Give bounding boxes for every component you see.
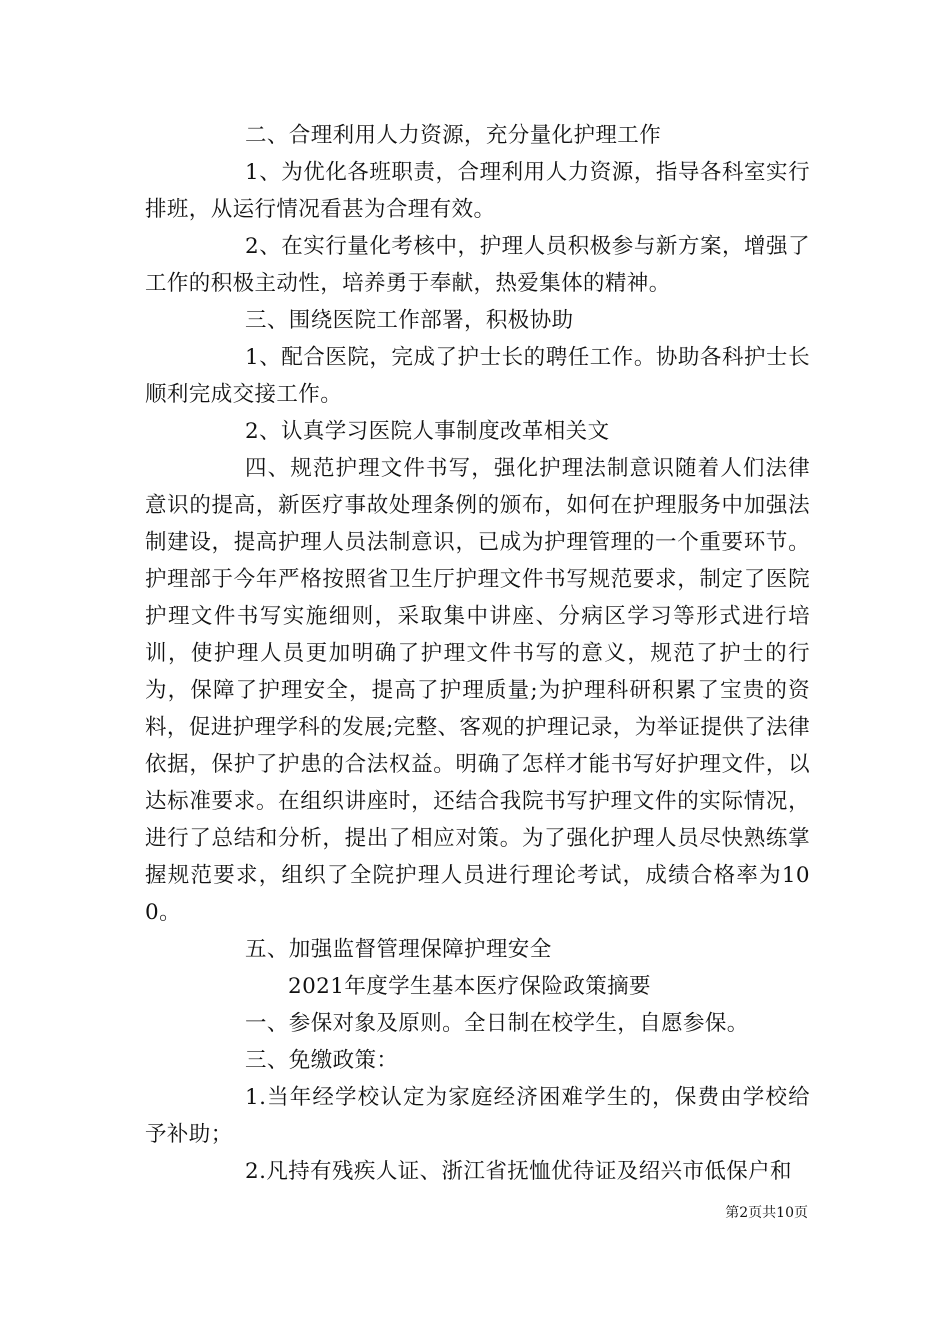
page-number: 第2页共10页 xyxy=(725,1205,808,1221)
policy-item-3: 三、免缴政策： xyxy=(245,1048,399,1073)
paragraph-2-1: 1、为优化各班职责，合理利用人力资源，指导各科室实行排班，从运行情况看甚为合理有效。 xyxy=(145,160,810,222)
paragraph-section-4: 四、规范护理文件书写，强化护理法制意识随着人们法律意识的提高，新医疗事故处理条例的颁布，如何在护理服务中加强法制建设，提高护理人员法制意识，已成为护理管理的一个重要环节。护理部于今年严格按照省卫生厅护理文件书写规范要求，制定了医院护理文件书写实施细则，采取集中讲座、分病区学习等形式进行培训，使护理人员更加明确了护理文件书写的意义，规范了护士的行为，保障了护理安全，提高了护理质量;为护理科研积累了宝贵的资料，促进护理学科的发展;完整、客观的护理记录，为举证提供了法律依据，保护了护患的合法权益。明确了怎样才能书写好护理文件，以达标准要求。在组织讲座时，还结合我院书写护理文件的实际情况，进行了总结和分析，提出了相应对策。为了强化护理人员尽快熟练掌握规范要求，组织了全院护理人员进行理论考试，成绩合格率为100。 xyxy=(145,456,810,925)
paragraph-3-1: 1、配合医院，完成了护士长的聘任工作。协助各科护士长顺利完成交接工作。 xyxy=(145,345,810,407)
paragraph-3-2: 2、认真学习医院人事制度改革相关文 xyxy=(245,419,610,444)
heading-section-5: 五、加强监督管理保障护理安全 xyxy=(245,937,552,962)
policy-subitem-2: 2.凡持有残疾人证、浙江省抚恤优待证及绍兴市低保户和 xyxy=(245,1159,792,1184)
paragraph-2-2: 2、在实行量化考核中，护理人员积极参与新方案，增强了工作的积极主动性，培养勇于奉献，热爱集体的精神。 xyxy=(145,234,810,296)
policy-subitem-1: 1.当年经学校认定为家庭经济困难学生的，保费由学校给予补助； xyxy=(145,1085,810,1147)
policy-item-1: 一、参保对象及原则。全日制在校学生，自愿参保。 xyxy=(245,1011,749,1036)
document-body xyxy=(145,117,810,1190)
heading-section-2: 二、合理利用人力资源，充分量化护理工作 xyxy=(245,123,662,148)
policy-title: 2021年度学生基本医疗保险政策摘要 xyxy=(288,974,651,999)
heading-section-3: 三、围绕医院工作部署，积极协助 xyxy=(245,308,574,333)
